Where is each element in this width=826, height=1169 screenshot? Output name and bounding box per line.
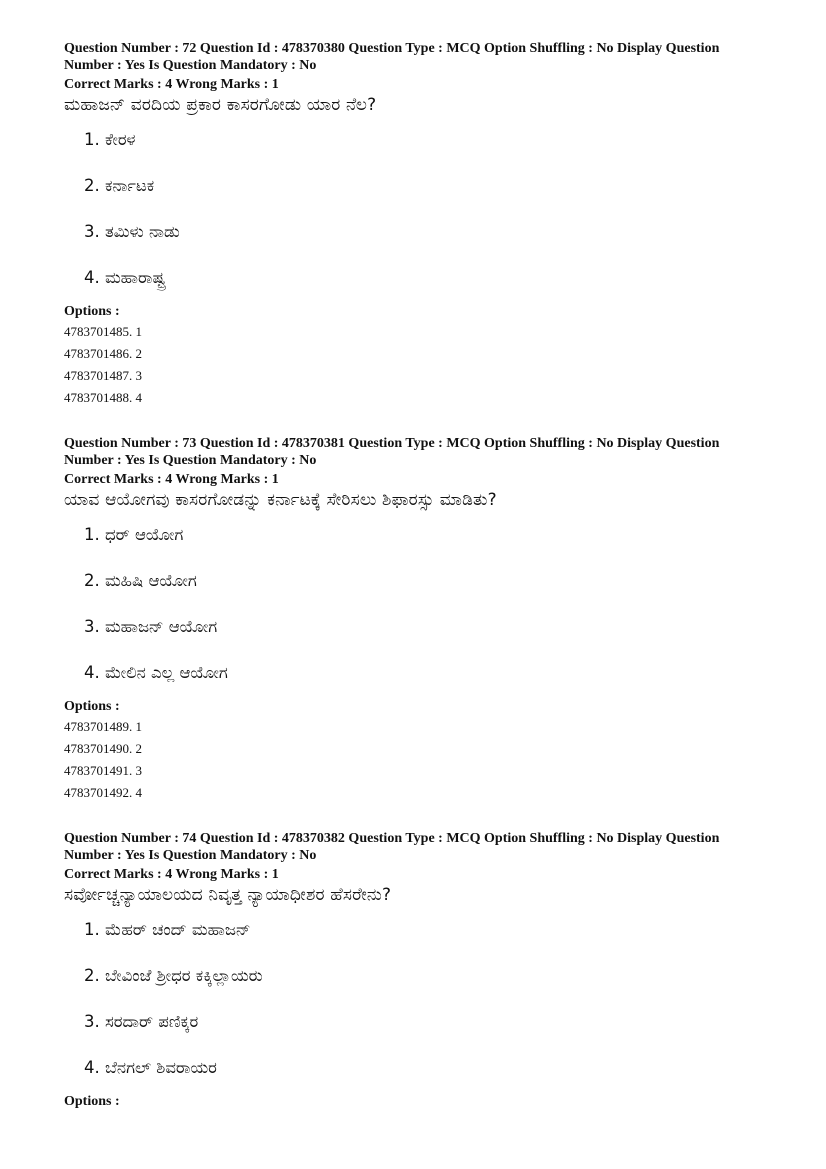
option-id: 4783701486. 2 <box>64 346 142 361</box>
question-text: ಸರ್ವೋಚ್ಚನ್ಯಾಯಾಲಯದ ನಿವೃತ್ತ ನ್ಯಾಯಾಧೀಶರ ಹೆಸರೇನು? <box>64 885 392 905</box>
option-id: 4783701492. 4 <box>64 785 142 800</box>
question-marks: Correct Marks : 4 Wrong Marks : 1 <box>64 867 279 882</box>
question-meta-cont: Number : Yes Is Question Mandatory : No <box>64 58 317 73</box>
answer-choice: 2. ಬೇವಿಂಜೆ ಶ್ರೀಧರ ಕಕ್ಕಿಲ್ಲಾಯರು <box>84 966 263 985</box>
option-id: 4783701488. 4 <box>64 390 142 405</box>
option-id: 4783701485. 1 <box>64 324 142 339</box>
answer-choice: 1. ಕೇರಳ <box>84 130 136 149</box>
option-id: 4783701490. 2 <box>64 741 142 756</box>
option-id: 4783701489. 1 <box>64 719 142 734</box>
answer-choices <box>84 125 764 309</box>
question-72 <box>64 40 764 409</box>
question-meta-cont: Number : Yes Is Question Mandatory : No <box>64 848 317 863</box>
answer-choice: 3. ಸರದಾರ್ ಪಣಿಕ್ಕರ <box>84 1012 199 1031</box>
options-label: Options : <box>64 1094 120 1109</box>
answer-choice: 2. ಕರ್ನಾಟಕ <box>84 176 155 195</box>
answer-choices <box>84 520 764 704</box>
question-meta-cont: Number : Yes Is Question Mandatory : No <box>64 453 317 468</box>
answer-choice: 2. ಮಹಿಷಿ ಆಯೋಗ <box>84 571 197 590</box>
answer-choice: 4. ಮೇಲಿನ ಎಲ್ಲ ಆಯೋಗ <box>84 663 228 682</box>
question-text: ಮಹಾಜನ್ ವರದಿಯ ಪ್ರಕಾರ ಕಾಸರಗೋಡು ಯಾರ ನೆಲ? <box>64 95 377 115</box>
options-label: Options : <box>64 304 120 319</box>
question-74 <box>64 830 764 1111</box>
question-meta: Question Number : 74 Question Id : 478370382 Question Type : MCQ Option Shuffling : No Display Question <box>64 831 720 846</box>
question-meta: Question Number : 73 Question Id : 478370381 Question Type : MCQ Option Shuffling : No Display Question <box>64 436 720 451</box>
option-id: 4783701491. 3 <box>64 763 142 778</box>
answer-choice: 1. ಧರ್ ಆಯೋಗ <box>84 525 184 544</box>
question-text: ಯಾವ ಆಯೋಗವು ಕಾಸರಗೋಡನ್ನು ಕರ್ನಾಟಕ್ಕೆ ಸೇರಿಸಲು ಶಿಫಾರಸ್ಸು ಮಾಡಿತು? <box>64 490 497 510</box>
answer-choice: 1. ಮೆಹರ್ ಚಂದ್ ಮಹಾಜನ್ <box>84 920 251 939</box>
answer-choice: 4. ಮಹಾರಾಷ್ಟ್ರ <box>84 268 166 287</box>
question-meta: Question Number : 72 Question Id : 478370380 Question Type : MCQ Option Shuffling : No Display Question <box>64 41 720 56</box>
answer-choice: 3. ತಮಿಳು ನಾಡು <box>84 222 180 241</box>
answer-choices <box>84 915 764 1099</box>
options-label: Options : <box>64 699 120 714</box>
question-marks: Correct Marks : 4 Wrong Marks : 1 <box>64 77 279 92</box>
question-marks: Correct Marks : 4 Wrong Marks : 1 <box>64 472 279 487</box>
option-id: 4783701487. 3 <box>64 368 142 383</box>
question-73 <box>64 435 764 804</box>
answer-choice: 3. ಮಹಾಜನ್ ಆಯೋಗ <box>84 617 218 636</box>
answer-choice: 4. ಬೆನಗಲ್ ಶಿವರಾಯರ <box>84 1058 217 1077</box>
